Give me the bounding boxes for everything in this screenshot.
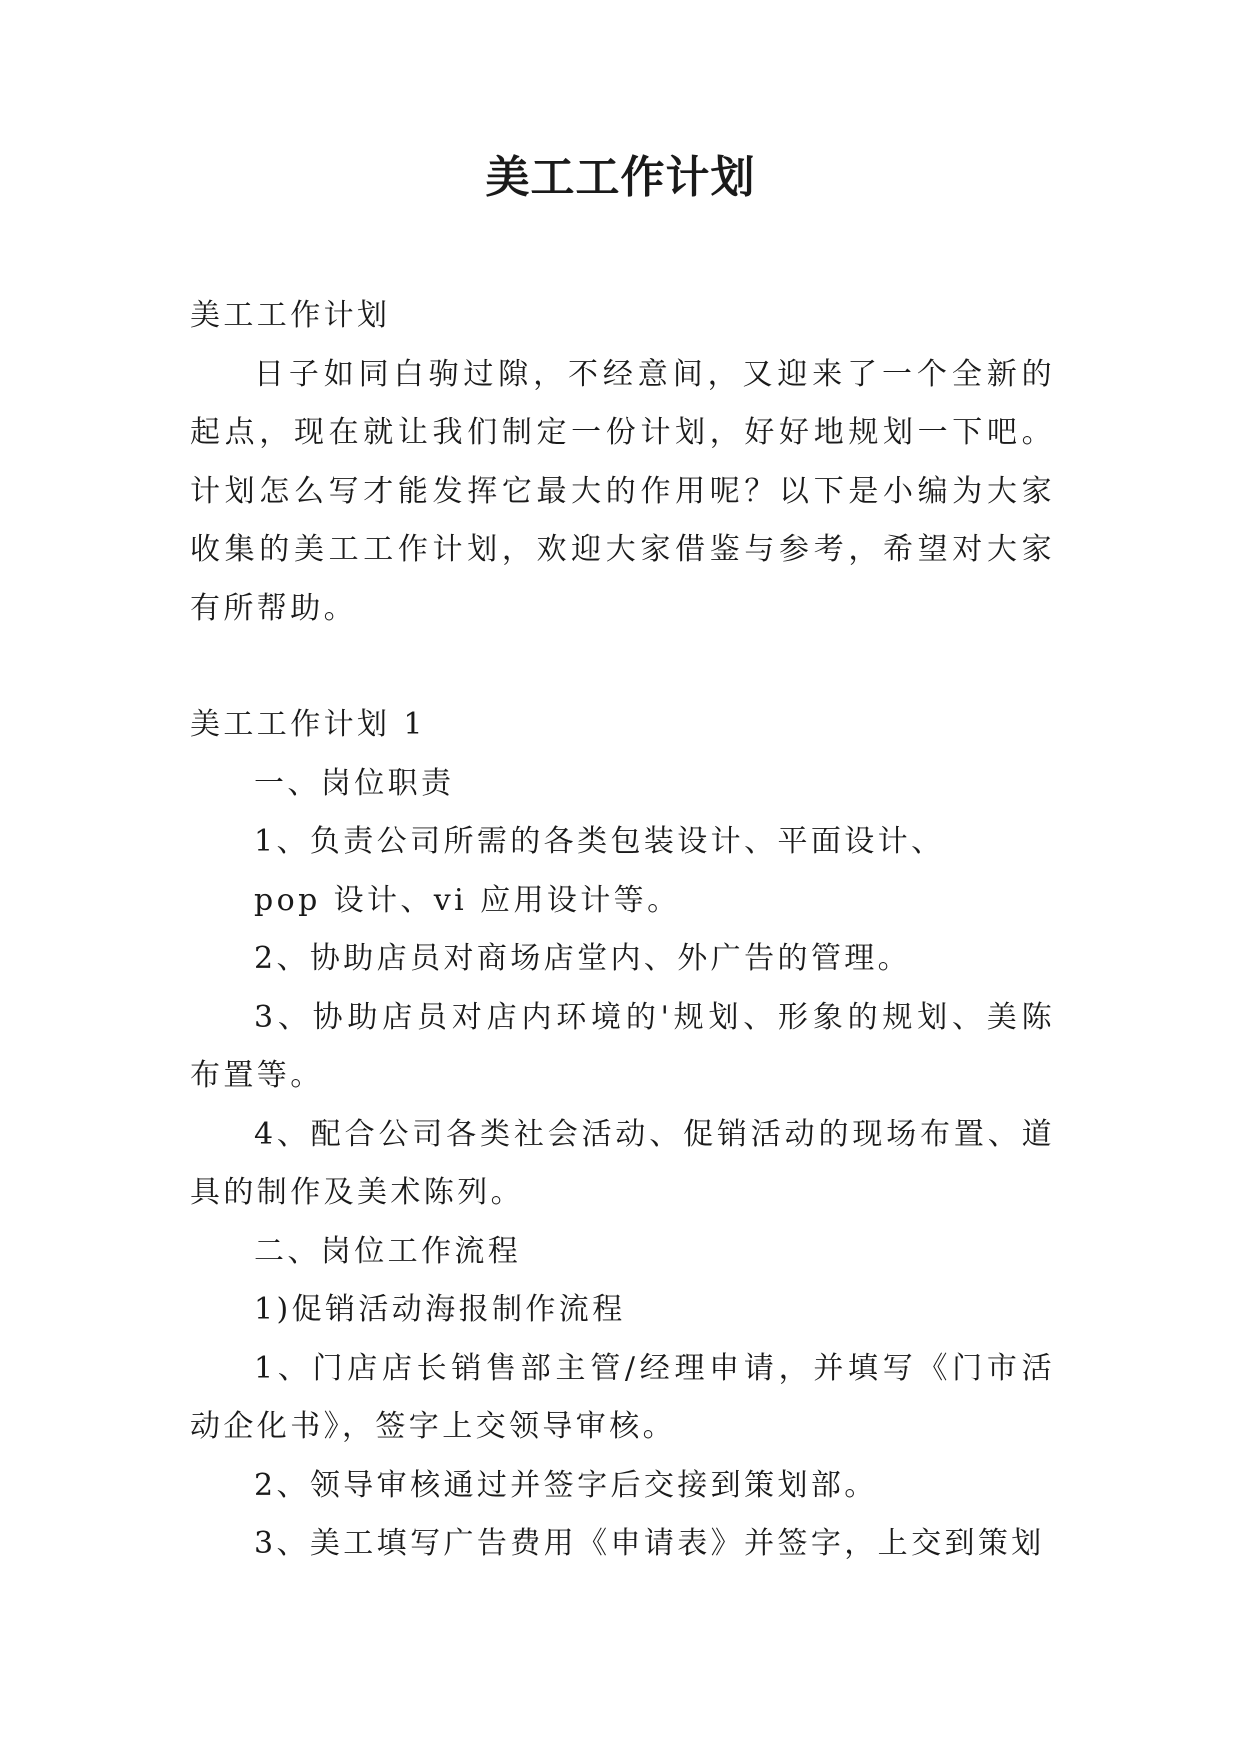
document-title: 美工工作计划	[485, 152, 756, 203]
intro-heading: 美工工作计划	[190, 298, 391, 333]
paragraph-duty-1: 1、负责公司所需的各类包装设计、平面设计、	[254, 824, 945, 859]
paragraph-duties-heading: 一、岗位职责	[254, 765, 455, 801]
paragraph-workflow-subheading: 1)促销活动海报制作流程	[254, 1292, 626, 1327]
paragraph-duty-3: 3、协助店员对店内环境的'规划、形象的规划、美陈布置等。	[190, 999, 1055, 1093]
document-body	[190, 287, 1055, 1574]
intro-paragraph: 日子如同白驹过隙，不经意间，又迎来了一个全新的起点，现在就让我们制定一份计划，好好地规划一下吧。计划怎么写才能发挥它最大的作用呢？以下是小编为大家收集的美工工作计划，欢迎大家借鉴与参考，希望对大家有所帮助。	[190, 356, 1055, 626]
paragraph-workflow-step-2: 2、领导审核通过并签字后交接到策划部。	[254, 1467, 878, 1503]
paragraph-duty-2: 2、协助店员对商场店堂内、外广告的管理。	[254, 941, 912, 976]
paragraph-workflow-heading: 二、岗位工作流程	[254, 1233, 522, 1269]
section-heading: 美工工作计划 1	[190, 707, 426, 742]
paragraph-duty-4: 4、配合公司各类社会活动、促销活动的现场布置、道具的制作及美术陈列。	[190, 1116, 1055, 1210]
paragraph-duty-1-continued: pop 设计、vi 应用设计等。	[254, 882, 681, 918]
paragraph-workflow-step-3: 3、美工填写广告费用《申请表》并签字，上交到策划	[254, 1526, 1045, 1561]
paragraph-workflow-step-1: 1、门店店长销售部主管/经理申请，并填写《门市活动企化书》，签字上交领导审核。	[190, 1350, 1055, 1444]
section-spacer	[190, 638, 1055, 696]
